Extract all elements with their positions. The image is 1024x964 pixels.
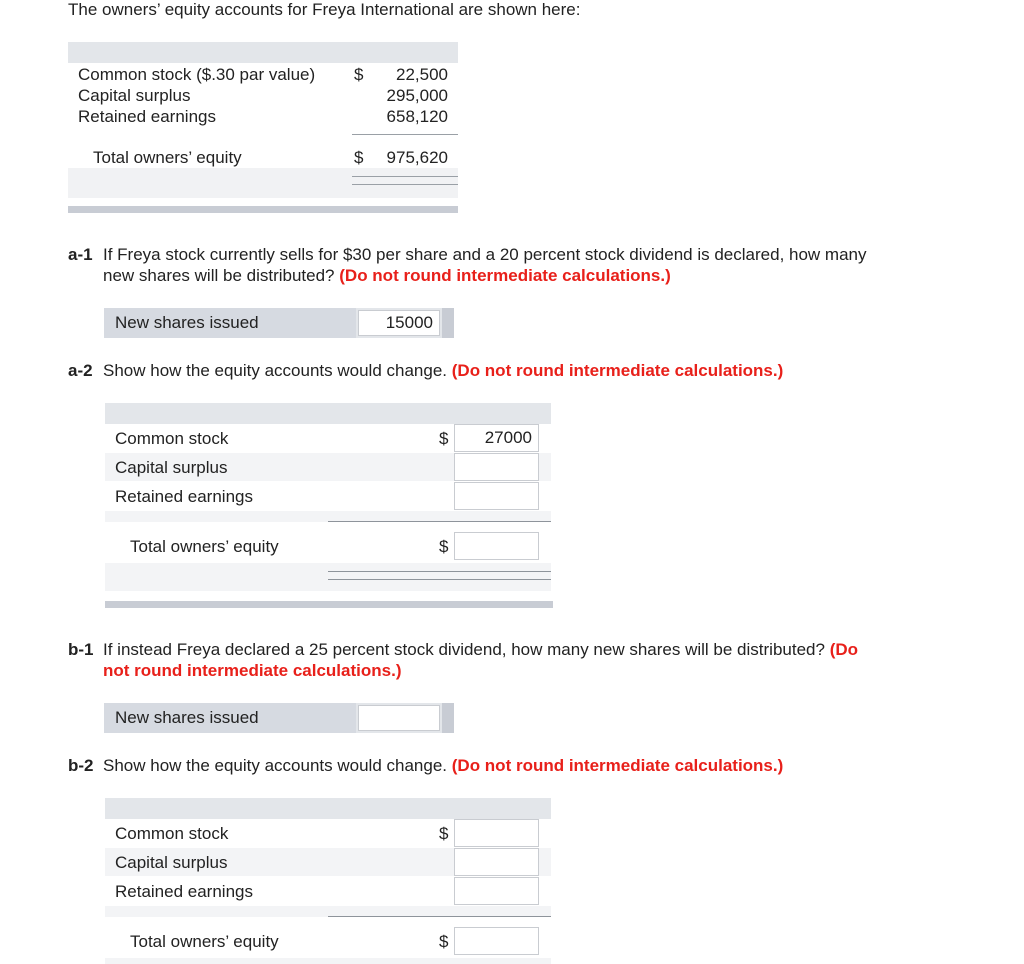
b2-row-label: Common stock bbox=[115, 824, 229, 843]
intro-text: The owners’ equity accounts for Freya International are shown here: bbox=[68, 0, 581, 19]
b2-row-label: Retained earnings bbox=[115, 882, 253, 901]
instruction-note: (Do bbox=[829, 640, 859, 659]
question-a1-line2: new shares will be distributed? bbox=[103, 266, 335, 285]
question-a1: If Freya stock currently sells for $30 per share and a 20 percent stock dividend is declared, how many bbox=[103, 245, 867, 264]
dollar-sign: $ bbox=[439, 429, 449, 448]
a2-total-input[interactable] bbox=[454, 532, 539, 560]
a2-row-label: Common stock bbox=[115, 429, 229, 448]
given-row-label: Common stock ($.30 par value) bbox=[78, 65, 316, 84]
b1-field-label: New shares issued bbox=[104, 703, 356, 733]
question-tag-a2: a-2 bbox=[68, 361, 93, 380]
instruction-note: (Do not round intermediate calculations.) bbox=[451, 756, 784, 775]
a1-new-shares-input[interactable] bbox=[358, 310, 440, 336]
b2-retained-earnings-input[interactable] bbox=[454, 877, 539, 905]
instruction-note: (Do not round intermediate calculations.) bbox=[339, 266, 671, 285]
a2-row-label: Retained earnings bbox=[115, 487, 253, 506]
instruction-note: (Do not round intermediate calculations.) bbox=[451, 361, 784, 380]
given-row-value: 22,500 bbox=[396, 65, 448, 84]
given-total-value: 975,620 bbox=[386, 148, 448, 167]
a2-equity-table bbox=[105, 403, 553, 613]
given-row-label: Retained earnings bbox=[78, 107, 216, 126]
b2-row-label: Capital surplus bbox=[115, 853, 228, 872]
a1-field-label: New shares issued bbox=[104, 308, 356, 338]
question-b1: If instead Freya declared a 25 percent stock dividend, how many new shares will be distributed? bbox=[103, 640, 825, 659]
b2-capital-surplus-input[interactable] bbox=[454, 848, 539, 876]
a2-common-stock-input[interactable] bbox=[454, 424, 539, 452]
question-a2: Show how the equity accounts would change. bbox=[103, 361, 448, 380]
b2-total-input[interactable] bbox=[454, 927, 539, 955]
dollar-sign: $ bbox=[439, 824, 449, 843]
question-tag-b2: b-2 bbox=[68, 756, 94, 775]
instruction-note-cont: not round intermediate calculations.) bbox=[103, 661, 402, 680]
given-row-value: 658,120 bbox=[386, 107, 448, 126]
dollar-sign: $ bbox=[354, 65, 364, 84]
b1-new-shares-input[interactable] bbox=[358, 705, 440, 731]
dollar-sign: $ bbox=[354, 148, 364, 167]
dollar-sign: $ bbox=[439, 932, 449, 951]
b2-total-label: Total owners’ equity bbox=[130, 932, 279, 951]
b2-common-stock-input[interactable] bbox=[454, 819, 539, 847]
question-tag-b1: b-1 bbox=[68, 640, 94, 659]
b2-equity-table bbox=[105, 798, 553, 964]
given-total-label: Total owners’ equity bbox=[93, 148, 242, 167]
question-b2: Show how the equity accounts would change. bbox=[103, 756, 448, 775]
a2-row-label: Capital surplus bbox=[115, 458, 228, 477]
a2-total-label: Total owners’ equity bbox=[130, 537, 279, 556]
given-row-value: 295,000 bbox=[386, 86, 448, 105]
dollar-sign: $ bbox=[439, 537, 449, 556]
given-row-label: Capital surplus bbox=[78, 86, 191, 105]
a2-retained-earnings-input[interactable] bbox=[454, 482, 539, 510]
question-tag-a1: a-1 bbox=[68, 245, 93, 264]
given-equity-table bbox=[68, 42, 458, 208]
a2-capital-surplus-input[interactable] bbox=[454, 453, 539, 481]
